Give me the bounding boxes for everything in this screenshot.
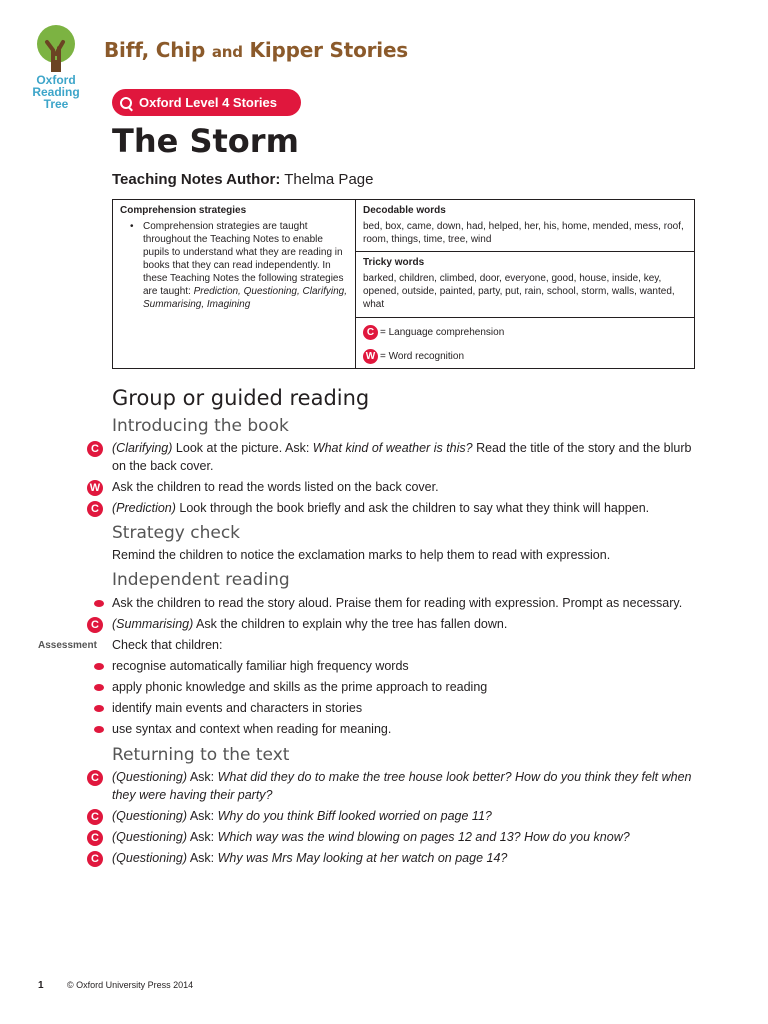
returning-2-tag: (Questioning) <box>112 809 188 823</box>
copyright: © Oxford University Press 2014 <box>67 980 194 990</box>
comprehension-badge-icon: C <box>87 617 103 633</box>
returning-1-question: What did they do to make the tree house look better? How do you think they felt when they were having their party? <box>112 770 692 802</box>
returning-1-tag: (Questioning) <box>112 770 188 784</box>
key-word-recognition <box>363 347 687 365</box>
returning-4-tag: (Questioning) <box>112 851 188 865</box>
logo-line-2: Reading <box>32 85 80 99</box>
bullet-dot-icon <box>94 600 104 607</box>
level-label: Oxford Level 4 Stories <box>139 95 277 110</box>
assessment-item-2: apply phonic knowledge and skills as the prime approach to reading <box>112 680 488 694</box>
comprehension-cell <box>113 200 356 368</box>
tree-logo-icon <box>30 24 82 76</box>
comprehension-bullet <box>120 220 348 311</box>
logo-wordmark <box>22 74 90 110</box>
independent-heading: Independent reading <box>112 570 290 590</box>
comprehension-badge-icon: C <box>87 501 103 517</box>
intro-1-tag: (Clarifying) <box>112 441 173 455</box>
returning-item-2 <box>112 807 702 825</box>
bullet-dot-icon: • <box>130 221 134 232</box>
returning-1-ask: Ask: <box>187 770 218 784</box>
series-title-part2: Kipper Stories <box>249 38 409 62</box>
independent-item-2 <box>112 615 702 633</box>
independent-item-1: Ask the children to read the story aloud. Praise them for reading with expression. Prompt as necessary. <box>112 596 683 610</box>
key-comprehension <box>363 323 687 341</box>
series-title-part1: Biff, Chip <box>104 38 206 62</box>
decodable-heading: Decodable words <box>363 205 446 216</box>
series-title <box>104 38 408 62</box>
returning-3-ask: Ask: <box>187 830 218 844</box>
intro-item-2: Ask the children to read the words listed on the back cover. <box>112 480 439 494</box>
independent-2-text: Ask the children to explain why the tree has fallen down. <box>193 617 508 631</box>
returning-item-4 <box>112 849 702 867</box>
comprehension-text: Comprehension strategies are taught throughout the Teaching Notes to enable pupils to understand what they are reading in books that they can read independently. In these Teaching Notes the following strategies are taught: <box>143 221 344 297</box>
returning-heading: Returning to the text <box>112 745 290 765</box>
returning-3-question: Which way was the wind blowing on pages 12 and 13? How do you know? <box>217 830 630 844</box>
comprehension-badge-icon: C <box>87 851 103 867</box>
word-lists <box>356 200 694 368</box>
intro-1-question: What kind of weather is this? <box>312 441 473 455</box>
returning-2-question: Why do you think Biff looked worried on page 11? <box>217 809 492 823</box>
strategy-text: Remind the children to notice the exclamation marks to help them to read with expression. <box>112 548 611 562</box>
independent-2-tag: (Summarising) <box>112 617 194 631</box>
intro-1-text-a: Look at the picture. Ask: <box>172 441 313 455</box>
comprehension-badge-icon: C <box>87 830 103 846</box>
returning-2-ask: Ask: <box>187 809 218 823</box>
bullet-dot-icon <box>94 705 104 712</box>
returning-item-1 <box>112 768 702 804</box>
author-label: Teaching Notes Author: <box>112 171 281 188</box>
logo-line-1: Oxford <box>36 73 76 87</box>
bullet-dot-icon <box>94 684 104 691</box>
intro-item-3 <box>112 499 702 517</box>
assessment-item-1: recognise automatically familiar high frequency words <box>112 659 409 673</box>
section-heading: Group or guided reading <box>112 386 370 410</box>
intro-3-tag: (Prediction) <box>112 501 176 515</box>
comprehension-heading: Comprehension strategies <box>120 205 247 216</box>
comprehension-badge-icon: C <box>87 809 103 825</box>
page-number: 1 <box>38 980 44 991</box>
tricky-cell <box>356 252 694 318</box>
key-cell <box>356 318 694 368</box>
returning-4-question: Why was Mrs May looking at her watch on page 14? <box>217 851 508 865</box>
assessment-item-3: identify main events and characters in stories <box>112 701 363 715</box>
intro-item-1 <box>112 439 702 475</box>
decodable-words: bed, box, came, down, had, helped, her, his, home, mended, mess, roof, room, things, time, tree, wind <box>363 221 684 245</box>
assessment-label: Assessment <box>38 640 97 651</box>
assessment-intro: Check that children: <box>112 638 223 652</box>
comprehension-badge-icon: C <box>87 441 103 457</box>
bullet-dot-icon <box>94 726 104 733</box>
page-title: The Storm <box>112 122 299 160</box>
intro-3-text: Look through the book briefly and ask the children to say what they think will happen. <box>175 501 650 515</box>
word-recognition-badge-icon: W <box>87 480 103 496</box>
key-comprehension-text: = Language comprehension <box>380 326 505 338</box>
search-icon <box>120 97 132 109</box>
comprehension-badge-icon: C <box>363 325 378 340</box>
comprehension-strategies: Prediction, Questioning, Clarifying, Summarising, Imagining <box>143 286 348 310</box>
returning-4-ask: Ask: <box>187 851 218 865</box>
returning-item-3 <box>112 828 702 846</box>
level-badge <box>112 89 301 116</box>
tricky-words: barked, children, climbed, door, everyone, good, house, inside, key, opened, outside, painted, party, put, rain, school, storm, walls, wanted, what <box>363 273 675 310</box>
word-recognition-badge-icon: W <box>363 349 378 364</box>
comprehension-badge-icon: C <box>87 770 103 786</box>
strategy-heading: Strategy check <box>112 523 241 543</box>
assessment-item-4: use syntax and context when reading for meaning. <box>112 722 392 736</box>
comprehension-body <box>141 220 348 311</box>
introducing-heading: Introducing the book <box>112 416 289 436</box>
author-line <box>112 171 373 188</box>
key-word-recognition-text: = Word recognition <box>380 350 465 362</box>
tricky-heading: Tricky words <box>363 257 425 268</box>
bullet-dot-icon <box>94 663 104 670</box>
logo-line-3: Tree <box>43 97 69 111</box>
intro-1-text-b: Read the title of the story and the blurb on the back cover. <box>112 441 692 473</box>
author-name: Thelma Page <box>284 171 374 188</box>
strategies-table <box>112 199 695 369</box>
decodable-cell <box>356 200 694 252</box>
returning-3-tag: (Questioning) <box>112 830 188 844</box>
series-title-and: and <box>211 43 243 61</box>
